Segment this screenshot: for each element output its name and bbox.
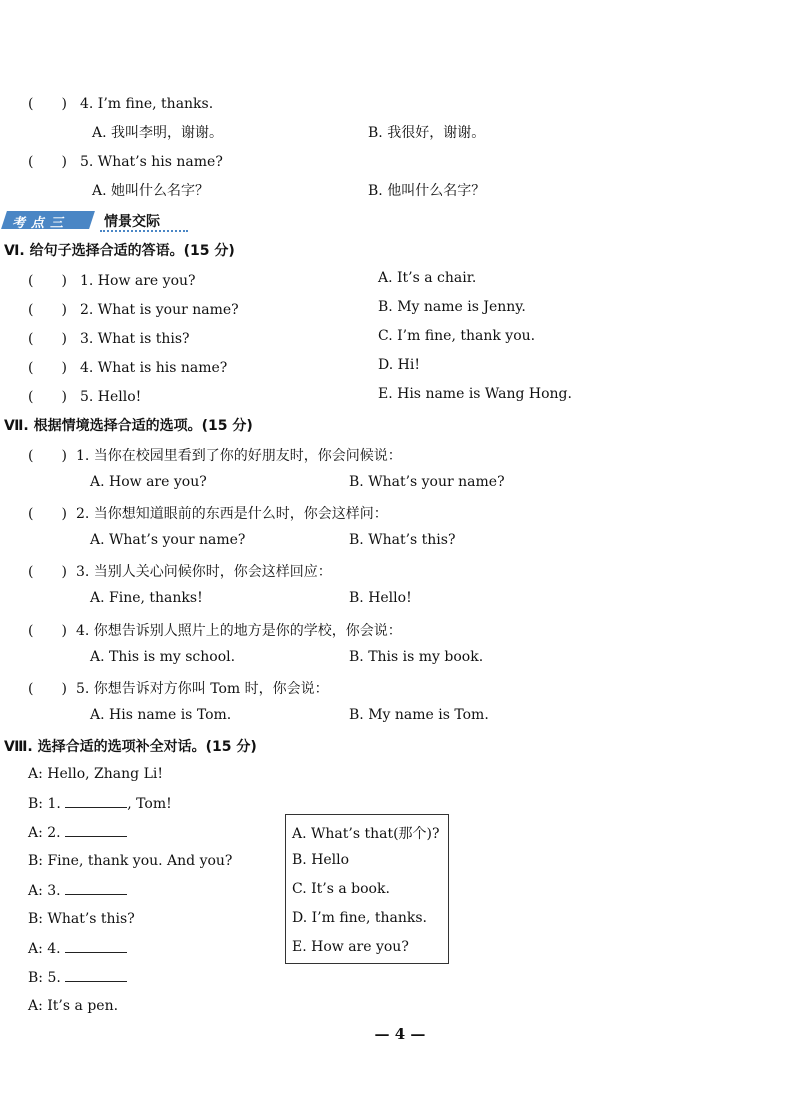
dialog-text: A: 2.: [28, 825, 66, 841]
section-6-heading: Ⅵ. 给句子选择合适的答语。(15 分): [4, 243, 235, 259]
dialog-line: [28, 969, 127, 986]
option-a: A. 我叫李明，谢谢。: [92, 125, 224, 141]
badge-title: 情景交际: [104, 214, 160, 230]
answer-paren[interactable]: ( ): [28, 448, 67, 464]
option-b: B. 我很好，谢谢。: [368, 125, 486, 141]
dialog-text: A: 4.: [28, 941, 66, 957]
answer-blank[interactable]: [65, 882, 127, 895]
match-row: [28, 299, 239, 319]
match-question: 2. What is your name?: [80, 302, 239, 318]
answer-paren[interactable]: ( ): [28, 273, 67, 289]
match-row: [28, 328, 190, 348]
section-8-heading: Ⅷ. 选择合适的选项补全对话。(15 分): [4, 739, 257, 755]
situation-question: [28, 620, 402, 640]
question-text: 4. I’m fine, thanks.: [80, 96, 214, 112]
dialog-line: [28, 882, 127, 899]
dialog-line: [28, 940, 127, 957]
dialog-text: A: Hello, Zhang Li!: [28, 766, 163, 782]
dialog-text: B: What’s this?: [28, 911, 135, 927]
dialog-text: B: 5.: [28, 970, 66, 986]
match-question: 1. How are you?: [80, 273, 196, 289]
situation-text: 2. 当你想知道眼前的东西是什么时，你会这样问：: [76, 506, 388, 522]
situation-question: [28, 445, 402, 465]
dialog-text: A: 3.: [28, 883, 66, 899]
match-answer: C. I’m fine, thank you.: [378, 328, 536, 344]
match-answer: A. It’s a chair.: [378, 270, 477, 286]
situation-text: 3. 当别人关心问候你时，你会这样回应：: [76, 564, 332, 580]
situation-question: [28, 561, 332, 581]
match-answer: B. My name is Jenny.: [378, 299, 526, 315]
match-answer: E. His name is Wang Hong.: [378, 386, 572, 402]
match-row: [28, 386, 141, 406]
match-row: [28, 357, 227, 377]
option-b: B. What’s your name?: [349, 474, 505, 490]
answer-paren[interactable]: ( ): [28, 389, 67, 405]
answer-paren[interactable]: ( ): [28, 681, 67, 697]
match-question: 5. Hello!: [80, 389, 142, 405]
option-a: A. How are you?: [90, 474, 207, 490]
dialog-line: [28, 766, 163, 782]
dialog-line: [28, 795, 172, 812]
situation-question: [28, 503, 388, 523]
dialog-text: B: Fine, thank you. And you?: [28, 853, 233, 869]
match-question: 3. What is this?: [80, 331, 190, 347]
match-question: 4. What is his name?: [80, 360, 228, 376]
dialog-text: A: It’s a pen.: [28, 998, 119, 1014]
option-a: A. Fine, thanks!: [90, 590, 203, 606]
answer-paren[interactable]: ( ): [28, 623, 67, 639]
answer-paren[interactable]: ( ): [28, 506, 67, 522]
option-a: A. His name is Tom.: [90, 707, 232, 723]
match-row: [28, 270, 196, 290]
answer-paren[interactable]: ( ): [28, 564, 67, 580]
option-item: C. It’s a book.: [292, 881, 390, 897]
dialog-line: [28, 853, 232, 869]
option-a: A. This is my school.: [90, 649, 236, 665]
answer-paren[interactable]: ( ): [28, 331, 67, 347]
q4-line: [28, 93, 213, 113]
option-b: B. Hello!: [349, 590, 412, 606]
answer-paren[interactable]: ( ): [28, 96, 67, 112]
option-b: B. This is my book.: [349, 649, 484, 665]
answer-blank[interactable]: [65, 940, 127, 953]
match-answer: D. Hi!: [378, 357, 420, 373]
answer-paren[interactable]: ( ): [28, 360, 67, 376]
answer-paren[interactable]: ( ): [28, 154, 67, 170]
dialog-text: , Tom!: [127, 796, 172, 812]
page-number: — 4 —: [374, 1025, 426, 1043]
situation-text: 4. 你想告诉别人照片上的地方是你的学校，你会说：: [76, 623, 402, 639]
dialog-line: [28, 998, 118, 1014]
answer-blank[interactable]: [65, 824, 127, 837]
section-badge: [4, 211, 194, 229]
situation-question: [28, 678, 329, 698]
situation-text: 5. 你想告诉对方你叫 Tom 时，你会说：: [76, 681, 329, 697]
answer-blank[interactable]: [65, 795, 127, 808]
badge-tag-label: 考点三: [12, 216, 70, 231]
question-text: 5. What’s his name?: [80, 154, 223, 170]
answer-paren[interactable]: ( ): [28, 302, 67, 318]
badge-underline: [100, 230, 188, 232]
option-b: B. My name is Tom.: [349, 707, 489, 723]
dialog-line: [28, 911, 135, 927]
situation-text: 1. 当你在校园里看到了你的好朋友时，你会问候说：: [76, 448, 402, 464]
answer-blank[interactable]: [65, 969, 127, 982]
q5-line: [28, 151, 223, 171]
option-b: B. What’s this?: [349, 532, 456, 548]
option-item: A. What’s that(那个)?: [292, 826, 440, 842]
option-item: D. I’m fine, thanks.: [292, 910, 427, 926]
options-box: [285, 814, 449, 964]
section-7-heading: Ⅶ. 根据情境选择合适的选项。(15 分): [4, 418, 253, 434]
dialog-text: B: 1.: [28, 796, 66, 812]
option-item: B. Hello: [292, 852, 350, 868]
option-a: A. What’s your name?: [90, 532, 246, 548]
option-a: A. 她叫什么名字？: [92, 183, 210, 199]
dialog-line: [28, 824, 127, 841]
option-b: B. 他叫什么名字？: [368, 183, 486, 199]
option-item: E. How are you?: [292, 939, 409, 955]
